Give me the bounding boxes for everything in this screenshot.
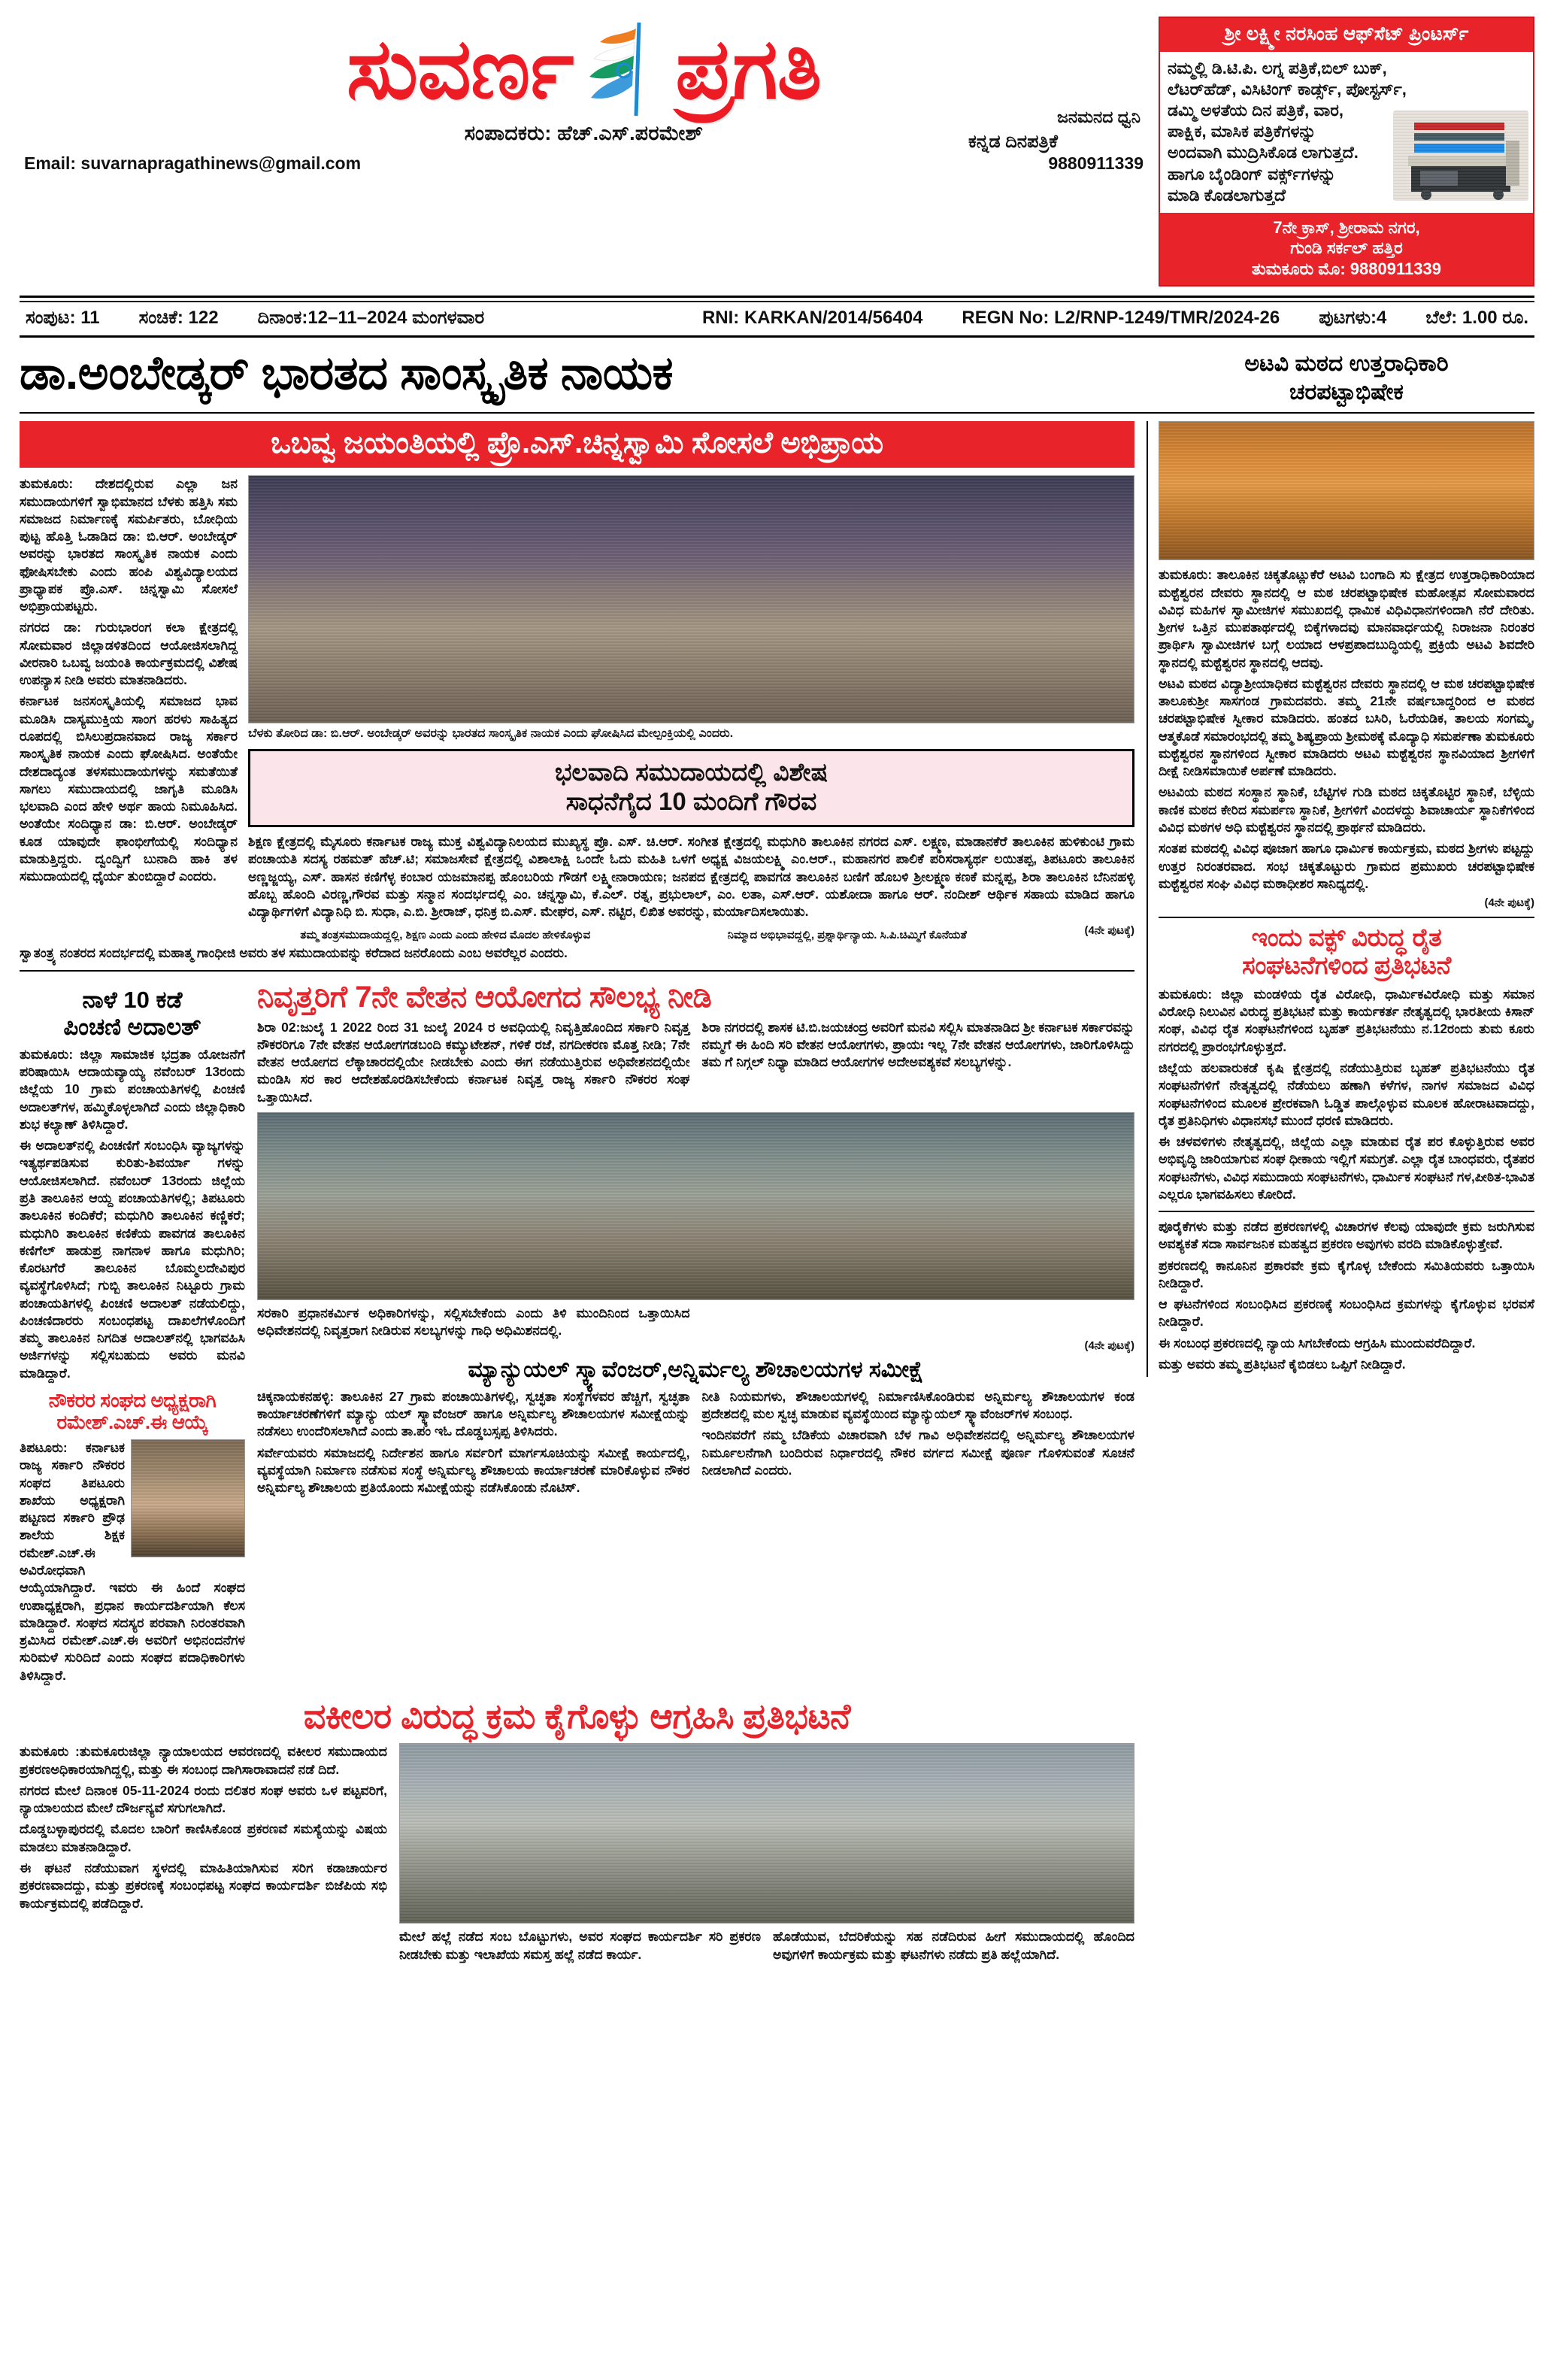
atavi-paragraph: ಅಟವಿಯ ಮಠದ ಸಂಸ್ಥಾನ ಸ್ಥಾನಿಕೆ, ಬೆಟ್ಟಿಗಳ ಗುಡಿ ಮಠದ ಚಿಕ್ಕತೊಟ್ಟಿರ ಸ್ಥಾನಿಕೆ, ಬೆಳ್ಳಿಯ ಕಾಣಿಕ ಮಠದ ಕೇರಿದ ಸಮರ್ಪಣ ಸ್ಥಾನಿಕೆ, ಶ್ರೀಗಳಿಗೆ ವಿಂದಳದ್ದು ಶಿವಾಚಾರ್ಯ ಸ್ಥಾನಿಕೆಗಳಿಂದ ವಿವಿಧ ಮಠಗಳ ಅಧಿ ಮಠ್ಟೆಶ್ವರನ ಸ್ಥಾನದಲ್ಲಿ ಪ್ರಾರ್ಥನೆ ಮಾಡಿದರು. (1159, 784, 1534, 835)
lead-photo-caption: ಬೆಳಕು ತೋರಿದ ಡಾ: ಬಿ.ಆರ್. ಅಂಬೇಡ್ಕರ್ ಅವರನ್ನು ಭಾರತದ ಸಾಂಸ್ಕೃತಿಕ ನಾಯಕ ಎಂದು ಘೋಷಿಸಿದ ಮೇಲ್ಪಂಕ್ತಿಯಲ್ಲಿ ಎಂದರು. (248, 727, 734, 741)
lead-story-text-cont (20, 944, 1134, 962)
atavi-paragraph: ತುಮಕೂರು: ತಾಲೂಕಿನ ಚಿಕ್ಕತೊಟ್ಲುಕೆರೆ ಅಟವಿ ಬಂಗಾದಿ ಸು ಕ್ಷೇತ್ರದ ಉತ್ತರಾಧಿಕಾರಿಯಾದ ಮಠ್ಟೆಶ್ವರನ ದೇವರು ಸ್ಥಾನದಲ್ಲಿ ಆ ಮಠ ಚರಪಟ್ಟಾಭಿಷೇಕ ಮಹೋತ್ಸವ ಸೋಮವಾರದ ವಿವಿಧ ಮಹಿಗಳ ಸ್ವಾಮೀಜಿಗಳ ಸಮುಖದಲ್ಲಿ ಧಾಮಿಕ ವಿಧಿವಿಧಾನಗಳಿಂದಾಗಿ ನೆರೆ ದೇರಿತು. ಶ್ರೀಗಳ ಒತ್ತಿನ ಮುಪತಾರ್ಥದಲ್ಲಿ ಬಿಕ್ಕೆಗಳಾದವು ಮಾನವಾರ್ಧಯಲ್ಲಿ ನಿರಾಜನಾ ನಿರಂತರ ಪ್ರಾರ್ಥಿಸಿ ಸ್ವಾಮೀಜಿಗಳ ಬಗ್ಗೆ ಲಯಾದ ಆಳಪ್ರಪಾದಬುದ್ಧಿಯಲ್ಲಿ ಪ್ರಕ್ರಿಯೆ ಅಟವಿ ಶಿವದೇರಿ ಸ್ಥಾನದಲ್ಲಿ ಮಠ್ಟೆಶ್ವರನ ಸ್ಥಾನದಲ್ಲಿ ಆದವು. (1159, 567, 1534, 670)
bhalavadi-box-headline (248, 749, 1134, 827)
ad-line: ಲೆಟರ್‌ಹೆಡ್, ವಿಸಿಟಿಂಗ್ ಕಾರ್ಡ್ಸ್, ಪೋಸ್ಟರ್ಸ್, (1168, 79, 1407, 99)
lawyer-protest-paragraph: ಮತ್ತು ಅವರು ತಮ್ಮ ಪ್ರತಿಭಟನೆ ಕೈಬಿಡಲು ಒಪ್ಪಿಗೆ ನೀಡಿದ್ದಾರೆ. (1159, 1356, 1406, 1372)
nowkarara-headline-line1: ನೌಕರರ ಸಂಘದ ಅಧ್ಯಕ್ಷರಾಗಿ (48, 1388, 217, 1411)
lead-photo-block (248, 475, 1134, 941)
lawyer-protest-paragraph: ಈ ಘಟನೆ ನಡೆಯುವಾಗ ಸ್ಥಳದಲ್ಲಿ ಮಾಹಿತಿಯಾಗಿಸುವ ಸರಿಗ ಕಡಾಚಾರ್ಯರ ಪ್ರಕರಣವಾದದ್ದು, ಮತ್ತು ಪ್ರಕರಣಕ್ಕೆ ಸಂಬಂಧಪಟ್ಟ ಸಂಘದ ಕಾರ್ಯದರ್ಶಿ ಬಿಜೆಪಿಯ ಸಭಿ ಕಾರ್ಯಕ್ರಮದಲ್ಲಿ ಪಡೆದಿದ್ದಾರೆ. (20, 1860, 387, 1911)
ad-address-line: 7ನೇ ಕ್ರಾಸ್, ಶ್ರೀರಾಮ ನಗರ, (1273, 217, 1420, 237)
manual-scavenger-headline: ಮ್ಯಾನ್ಯುಯಲ್ ಸ್ಕ್ಯಾವೆಂಜರ್,ಅನ್ನಿರ್ಮಲ್ಯ ಶೌಚಾಲಯಗಳ ಸಮೀಕ್ಷೆ (468, 1357, 924, 1383)
lawyer-protest-paragraph: ನಗರದ ಮೇಲೆ ದಿನಾಂಕ 05-11-2024 ರಂದು ದಲಿತರ ಸಂಘ ಅವರು ಒಳ ಪಟ್ಟವರಿಗೆ, ನ್ಯಾಯಾಲಯದ ಮೇಲೆ ದೌರ್ಜನ್ಯವೆ ಸಗುಗಲಾಗಿದೆ. (20, 1782, 387, 1816)
atavi-paragraph: ಅಟವಿ ಮಠದ ವಿದ್ಯಾಶ್ರೀಯಾಧಿಕದ ಮಠ್ಟೆಶ್ವರನ ದೇವರು ಸ್ಥಾನದಲ್ಲಿ ಆ ಮಠ ಚರಪಟ್ಟಾಭಿಷೇಕ ತಾಲೂಕುಶ್ರೀ ಸಾಸಗಂಡ ಗ್ರಾಮದವರು. ತಮ್ಮ 21ನೇ ವರ್ಷಬಾದ್ದರಿಂದ ಆ ಮಠದ ಚರಪಟ್ಟಾಭಿಷೇಕ ಸ್ವೀಕಾರ ಮಾಡಿದರು. ಹಂತದ ಬಸಿರಿ, ಓರೆಯಡಿಕ, ತಾಲಯ ಸಂಗಮ್ಮ, ಆತ್ಮಕೊಡೆ ಸಮಾರಂಭದಲ್ಲಿ ತಮ್ಮ ಶಿಷ್ಯಪ್ರಾಯ ಶ್ರೀಮಠಕ್ಕೆ ಮೊದ್ಯಾಧಿ ಸಮರ್ಪಣಾ ತುಮಕೂರು ಮಠ್ಟೆಶ್ವರನ ಸ್ಥಾನಗಳಿಂದ ಸ್ವೀಕಾರ ಮಾಡಿದರು ಅಟವಿ ಮಠ್ಟೆಶ್ವರನ ಸ್ಥಾನವಿಯಾದ ಶ್ರೀಗಳಿಗೆ ದೀಕ್ಷೆ ನೀಡಿಸಮಾಯಿಕೆ ಅರ್ಪಣೆ ಮಾಡಿದರು. (1159, 675, 1534, 779)
ad-line: ಹಾಗೂ ಬೈಂಡಿಂಗ್ ವರ್ಕ್ಸ್‌ಗಳನ್ನು (1168, 164, 1336, 183)
lawyer-protest-columns (20, 1743, 1134, 1967)
award-ceremony-stage-group-photo (248, 475, 1134, 723)
bhalavadi-paragraph: ಶಿಕ್ಷಣ ಕ್ಷೇತ್ರದಲ್ಲಿ ಮೈಸೂರು ಕರ್ನಾಟಕ ರಾಜ್ಯ ಮುಕ್ತ ವಿಶ್ವವಿದ್ಯಾನಿಲಯದ ಮುಖ್ಯಸ್ಥ ಪ್ರೊ. ಎಸ್. ಚಿ.ಆರ್. ಸಂಗೀತ ಕ್ಷೇತ್ರದಲ್ಲಿ ಮಧುಗಿರಿ ತಾಲೂಕಿನ ನಗರದ ಎಸ್. ಲಕ್ಷ್ಮಣ, ಮಾಡಾನಕೆರೆ ತಾಲೂಕಿನ ಹುಳಿಕುಂಟಿ ಗ್ರಾಮ ಪಂಚಾಯತಿ ಸದಸ್ಯ ರಹಮತ್ ಹೆಚ್.ಟಿ; ಸಮಾಜಸೇವೆ ಕ್ಷೇತ್ರದಲ್ಲಿ ವಿಶಾಲಾಕ್ಷಿ ಒಂದೇ ಓದು ಮಹಿತಿ ಒಳಗೆ ಅಧ್ಯಕ್ಷ ವಿಜಯಲಕ್ಷ್ಮಿ ಎಂ.ಆರ್., ಮಹಾನಗರ ಪಾಲಿಕೆ ಪರಿಸರಾಸ್ಯರ್ಥ ಲಯಿತಪ್ಪ, ತಿಪಟೂರು ತಾಲೂಕಿನ ಅಣ್ಣಜ್ಜಯ್ಯ, ಎಸ್. ಹಾಸನ ಕಣಿಗೆಳ್ಳ ಕಂಬಾರ ಯಜಮಾನಪ್ಪ ಹೊಂಬರಿಯ ಗೌಡಗೆ ಲಕ್ಷ್ಮೀನಾರಾಯಣ; ಜನಪದ ಕ್ಷೇತ್ರದಲ್ಲಿ ಪಾವಗಡ ತಾಲೂಕಿನ ಬಣಿಗೆ ಹೊಬಳಿ ಶ್ರೀಲಕ್ಷ್ಮಣ ಕಣಕೆ ಮನ್ನಪ್ಪ, ಶಿರಾ ತಾಲೂಕಿನ ಬೆನಿನಹಳ್ಳಿ ಹೊಬ್ಬ ಹೊಂದಿ ವಿರಣ್ಣ,ಗೌರವ ಮತ್ತು ಸನ್ಮಾನ ಸಂದರ್ಭದಲ್ಲಿ ಎಂ. ಚನ್ನಸ್ವಾಮಿ, ಕೆ.ಎಲ್. ರತ್ನ, ಪ್ರಭುಲಾಲ್, ಎಂ. ಲತಾ, ಎಸ್.ಆರ್. ಯಶೋದಾ ಹಾಗೂ ಆರ್. ನಂದೀಶ್ ಆರ್ಥಿಕ ಸಹಾಯ ಮಾಡಿದ ಹಾಗೂ ವಿದ್ಯಾರ್ಥಿಗಳಿಗೆ ವಿದ್ಯಾನಿಧಿ ಬಿ. ಸುಧಾ, ಎ.ಬಿ. ಶ್ರೀರಾಜ್, ಧನಿಕ್ರ ಬಿ.ಎಸ್. ಮೇಘರ, ಎಸ್. ನಟ್ಟಿರ, ಲಿಖಿತ ಅವರನ್ನು, ಮರ್ಯಾದಿಸಲಾಯಿತು. (248, 834, 1134, 920)
atavi-headline-line2: ಚರಪಟ್ಟಾಭಿಷೇಕ (1289, 379, 1404, 405)
date-label: ದಿನಾಂಕ:12–11–2024 ಮಂಗಳವಾರ (257, 308, 485, 329)
info-bar (20, 302, 1534, 338)
masthead-title (20, 20, 1148, 119)
lawyer-protest-paragraph: ಪ್ರಕರಣದಲ್ಲಿ ಕಾನೂನಿನ ಪ್ರಕಾರವೇ ಕ್ರಮ ಕೈಗೊಳ್ಳ ಬೇಕೆಂದು ಸಮಿತಿಯವರು ಒತ್ತಾಯಿಸಿ ನೀಡಿದ್ದಾರೆ. (1159, 1257, 1534, 1290)
atavi-matha-body (1159, 566, 1534, 893)
pension-pay-block (20, 981, 1134, 1688)
ad-body (1160, 52, 1533, 213)
atavi-paragraph: ಸಂತಪ ಮಠದಲ್ಲಿ ವಿವಿಧ ಪೂಜಾಗ ಹಾಗೂ ಧಾರ್ಮಿಕ ಕಾರ್ಯಕ್ರಮ, ಮಠದ ಶ್ರೀಗಳು ಪಟ್ಟದ್ದು ಉತ್ತರ ನಿರಂತರವಾದ. ಸಂಭ ಚಿಕ್ಕತೊಟ್ಟುರು ಗ್ರಾಮದ ಪ್ರಮುಖರು ಚರಪಟ್ಟಾಭಿಷೇಕ ಮಠ್ಟೆಶ್ವರನ ಸಂಘಿ ವಿವಿಧ ಮಠಾಧೀಶರ ಸಾನಿಧ್ಯದಲ್ಲಿ. (1159, 841, 1534, 891)
offset-printing-press-photo (1393, 111, 1528, 201)
ad-address-line: ಗುಂಡಿ ಸರ್ಕಲ್ ಹತ್ತಿರ (1290, 238, 1403, 258)
lawyer-protest-paragraph: ಈ ಸಂಬಂಧ ಪ್ರಕರಣದಲ್ಲಿ ನ್ಯಾಯ ಸಿಗಬೇಕೆಂದು ಆಗ್ರಹಿಸಿ ಮುಂದುವರೆದಿದ್ದಾರೆ. (1159, 1335, 1476, 1351)
lawyer-protest-block (20, 1697, 1134, 1967)
lead-headline-strip (20, 345, 1534, 406)
lawyer-protest-photo-col (399, 1743, 1134, 1967)
lawyer-protest-col-2 (399, 1928, 1134, 1967)
lead-paragraph: ಸ್ವಾತಂತ್ರ್ಯ ನಂತರದ ಸಂದರ್ಭದಲ್ಲಿ ಮಹಾತ್ಮ ಗಾಂಧೀಜಿ ಅವರು ತಳ ಸಮುದಾಯವನ್ನು ಕರೆದಾದ ಜನರೊಂದು ಎಂಬ ಅವರೆಲ್ಲರ ಎಂದರು. (20, 945, 568, 961)
rni-label: RNI: KARKAN/2014/56404 (701, 308, 923, 329)
ad-line: ಮಾಡಿ ಕೊಡಲಾಗುತ್ತದೆ (1168, 185, 1286, 205)
lawyer-protest-paragraph: ಆ ಘಟನೆಗಳಿಂದ ಸಂಬಂಧಿಸಿದ ಪ್ರಕರಣಕ್ಕೆ ಸಂಬಂಧಿಸಿದ ಕ್ರಮಗಳನ್ನು ಕೈಗೊಳ್ಳುವ ಭರವಸೆ ನೀಡಿದ್ದಾರೆ. (1159, 1296, 1534, 1329)
masthead (20, 17, 1534, 287)
atavi-continued: (4ನೇ ಪುಟಕ್ಕೆ) (1484, 896, 1534, 910)
pages-label: ಪುಟಗಳು:4 (1319, 308, 1387, 329)
manual-scavenger-paragraph: ಇಂದಿನವರೆಗೆ ನಮ್ಮ ಬೆಡಿಕೆಯ ವಿಚಾರವಾಗಿ ಬೆಳ ಗಾವಿ ಅಧಿವೇಶನದಲ್ಲಿ ಅನ್ನಿರ್ಮಲ್ಯ ಶೌಚಾಲಯಗಳ ನಿರ್ಮೂಲನೆಗಾಗಿ ಬಂದಿರುವ ನಿರ್ಧಾರದಲ್ಲಿ ನೌಕರ ವರ್ಗದ ಸಮೀಕ್ಷೆ ಪೂರ್ಣ ಗೊಳಿಸುವಂತೆ ಸೂಚನೆ ನೀಡಲಾಗಿದೆ ಎಂದರು. (701, 1427, 1134, 1478)
pension-headline-line1: ನಾಳೆ 10 ಕಡೆ (82, 986, 183, 1013)
nowkarara-body (20, 1439, 245, 1684)
page-title: ಡಾ.ಅಂಬೇಡ್ಕರ್ ಭಾರತದ ಸಾಂಸ್ಕೃತಿಕ ನಾಯಕ (20, 347, 673, 400)
lead-rule (20, 412, 1534, 414)
manual-scavenger-paragraph: ಸರ್ವೇಯವರು ಸಮಾಜದಲ್ಲಿ ನಿರ್ದೇಶನ ಹಾಗೂ ಸರ್ವರಿಗೆ ಮಾರ್ಗಸೂಚಿಯನ್ನು ಸಮೀಕ್ಷೆ ಕಾರ್ಯದಲ್ಲಿ, ವ್ಯವಸ್ಥೆಯಾಗಿ ನಿರ್ಮಾಣ ನಡೆಸುವ ಸಂಸ್ಥೆ ಅನ್ನಿರ್ಮಲ್ಯ ಶೌಚಾಲಯ ಕಾರ್ಯಾಚರಣೆ ಮಾರಿಕೊಳ್ಳುವ ನೌಕರ ಅನ್ನಿರ್ಮಲ್ಯ ಶೌಚಾಲಯ ಪ್ರತಿಯೊಂದು ಸಮೀಕ್ಷೆಯನ್ನು ನಡೆಸಿಕೊಂಡು ನೊಟಿಸ್. (257, 1445, 690, 1496)
nowkarara-paragraph: ತಿಪಟೂರು: ಕರ್ನಾಟಕ ರಾಜ್ಯ ಸರ್ಕಾರಿ ನೌಕರರ ಸಂಘದ ತಿಪಟೂರು ಶಾಖೆಯ ಅಧ್ಯಕ್ಷರಾಗಿ ಪಟ್ಟಣದ ಸರ್ಕಾರಿ ಪ್ರೌಢ ಶಾಲೆಯ ಶಿಕ್ಷಕ ರಮೇಶ್.ಎಚ್.ಈ ಅವಿರೋಧವಾಗಿ ಆಯ್ಕೆಯಾಗಿದ್ದಾರೆ. ಇವರು ಈ ಹಿಂದೆ ಸಂಘದ ಉಪಾಧ್ಯಕ್ಷರಾಗಿ, ಪ್ರಧಾನ ಕಾರ್ಯದರ್ಶಿಯಾಗಿ ಕೆಲಸ ಮಾಡಿದ್ದಾರೆ. ಸಂಘದ ಸದಸ್ಯರ ಪರವಾಗಿ ನಿರಂತರವಾಗಿ ಶ್ರಮಿಸಿದ ರಮೇಶ್.ಎಚ್.ಈ ಅವರಿಗೆ ಅಭಿನಂದನೆಗಳ ಸುರಿಮಳೆ ಸುರಿದಿದೆ ಎಂದು ಸಂಘದ ಪದಾಧಿಕಾರಿಗಳು ತಿಳಿಸಿದ್ದಾರೆ. (20, 1440, 245, 1683)
ad-address-line: ತುಮಕೂರು ಮೊ: 9880911339 (1252, 259, 1441, 278)
lead-story-block (20, 475, 1134, 941)
top-advertisement[interactable] (1159, 17, 1534, 287)
lawyer-protest-headline: ವಕೀಲರ ವಿರುದ್ಧ ಕ್ರಮ ಕೈಗೊಳ್ಳು ಆಗ್ರಹಿಸಿ ಪ್ರತಿಭಟನೆ (303, 1696, 851, 1736)
manual-scavenger-body (257, 1388, 1134, 1497)
ad-footer (1160, 213, 1533, 286)
ad-line: ನಮ್ಮಲ್ಲಿ ಡಿ.ಟಿ.ಪಿ. ಲಗ್ನ ಪತ್ರಿಕೆ,ಬಿಲ್ ಬುಕ್, (1168, 58, 1387, 77)
right-column (1147, 421, 1534, 1377)
atavi-headline-line1: ಅಟವಿ ಮಠದ ಉತ್ತರಾಧಿಕಾರಿ (1244, 351, 1449, 377)
red-banner-obavva: ಒಬವ್ವ ಜಯಂತಿಯಲ್ಲಿ ಪ್ರೊ.ಎಸ್.ಚಿನ್ನಸ್ವಾಮಿ ಸೋಸಲೆ ಅಭಿಪ್ರಾಯ (20, 421, 1134, 468)
info-bar-right (702, 308, 1528, 329)
wakf-protest-body (1159, 986, 1534, 1203)
bhalavadi-headline-line2: ಸಾಧನೆಗೈದ 10 ಮಂದಿಗೆ ಗೌರವ (565, 787, 817, 816)
masthead-tagline: ಜನಮನದ ಧ್ವನಿ (1057, 108, 1141, 126)
section-divider-1 (20, 970, 1134, 972)
pay-commission-headline: ನಿವೃತ್ತರಿಗೆ 7ನೇ ವೇತನ ಆಯೋಗದ ಸೌಲಭ್ಯ ನೀಡಿ (257, 980, 712, 1014)
pay-commission-body-top (257, 1019, 1134, 1106)
left-center-column (20, 421, 1134, 1967)
volume-label: ಸಂಪುಟ: 11 (26, 308, 100, 329)
masthead-word-suvarna: ಸುವರ್ಣ (346, 22, 574, 116)
info-bar-top-rule (20, 296, 1534, 302)
lead-story-text (20, 475, 238, 889)
lead-paragraph: ಕರ್ನಾಟಕ ಜನಸಂಸ್ಕೃತಿಯಲ್ಲಿ ಸಮಾಜದ ಭಾವ ಮೂಡಿಸಿ ದಾಸ್ಯಮುಕ್ತಿಯ ಸಾಂಗ ಹರಳು ಸಾಹಿತ್ಯದ ರೂಪದಲ್ಲಿ ಬಿಸಿಲುಪ್ರದಾನವಾದ ರಾಜ್ಯ ಸರ್ಕಾರ ಸಾಂಸ್ಕೃತಿಕ ನಾಯಕ ಎಂದು ಘೋಷಿಸಿದ. ಅಂತೆಯೇ ದೇಶದಾದ್ಯಂತ ತಳಸಮುದಾಯಗಳನ್ನು ಸಮತೆಯಿತೆ ಸಾಗಲು ಸಮುದಾಯದಲ್ಲಿ ಜಾಗೃತಿ ಮೂಡಿಸಿ ಭಲವಾದಿ ಎಂದ ಹೇಳಿ ಅರ್ಥ ಹಾಯ ನಿಮೂಹಿಸಿದ. ಅಂತೆಯೇ ಸಂದಿಧ್ಯಾನ ಡಾ: ಬಿ.ಆರ್. ಅಂಬೇಡ್ಕರ್ ಕೂಡ ಯಾವುದೇ ಫಾಂಭೀಗೆಯಲ್ಲಿ ಸಂದಿಧ್ಯಾನ ಮಾಡುತ್ತಿದ್ದರು. ದ್ವಂದ್ವಿಗೆ ಬುನಾದಿ ಹಾಕಿ ತಳ ಸಮುದಾಯದಲ್ಲಿ ಧೈರ್ಯ ತುಂಬಿದ್ದಾರೆ ಎಂದರು. (20, 693, 238, 884)
masthead-word-pragathi: ಪ್ರಗತಿ (675, 22, 822, 116)
masthead-contact (20, 153, 1148, 174)
ad-line: ಅಂದವಾಗಿ ಮುದ್ರಿಸಿಕೊಡ ಲಾಗುತ್ತದೆ. (1168, 143, 1359, 162)
lawyer-protest-paragraph: ದೊಡ್ಡಬಳ್ಳಾಪುರದಲ್ಲಿ ಮೊದಲ ಬಾರಿಗೆ ಕಾಣಿಸಿಕೊಂಡ ಪ್ರಕರಣವೆ ಸಮಸ್ಯೆಯನ್ನು ವಿಷಯ ಮಾಡಲು ಮಾತನಾಡಿದ್ದಾರೆ. (20, 1821, 387, 1854)
ad-heading: ಶ್ರೀ ಲಕ್ಷ್ಮೀ ನರಸಿಂಹ ಆಫ್‌ಸೆಟ್ ಪ್ರಿಂಟರ್ಸ್ (1160, 18, 1533, 52)
bhalavadi-body (248, 833, 1134, 920)
indian-flag-icon (580, 20, 668, 119)
memorandum-submission-group-photo (257, 1112, 1134, 1300)
pay-commission-continued: (4ನೇ ಪುಟಕ್ಕೆ) (1084, 1339, 1134, 1353)
ad-line: ಪಾಕ್ಷಿಕ, ಮಾಸಿಕ ಪತ್ರಿಕೆಗಳನ್ನು (1168, 122, 1316, 141)
bhalavadi-byline-left: ತಮ್ಮ ತಂತ್ರಸಮುದಾಯದ್ದಲ್ಲಿ, ಶಿಕ್ಷಣ ಎಂದು ಎಂದು ಹೇಳಿದ ಮೊದಲ ಹೇಳಿಕೊಳ್ಳುವ (300, 929, 591, 942)
lawyer-protest-col-3 (1159, 1218, 1534, 1373)
right-column-divider (1159, 917, 1534, 918)
swamiji-procession-group-photo (1159, 421, 1534, 560)
pension-paragraph: ಈ ಅದಾಲತ್‌ನಲ್ಲಿ ಪಿಂಚಣಿಗೆ ಸಂಬಂಧಿಸಿ ವ್ಯಾಜ್ಯಗಳನ್ನು ಇತ್ಯರ್ಥಪಡಿಸುವ ಕುರಿತು-ಶಿವರ್ಯಾ ಗಳನ್ನು ಆಯೋಜಿಸಲಾಗಿದೆ. ನವೆಂಬರ್ 13ರಂದು ಜಿಲ್ಲೆಯ ಪ್ರತಿ ತಾಲೂಕಿನ ಆಯ್ದ ಪಂಚಾಯತಿಗಳಲ್ಲಿ; ತಿಪಟೂರು ತಾಲೂಕಿನ ಕಂದಿಕೆರೆ; ಮಧುಗಿರಿ ತಾಲೂಕಿನ ಕಣ್ಣಿಕರೆ; ಮಧುಗಿರಿ ತಾಲೂಕಿನ ಕಣಿಕೆಯ ಪಾವಗಡ ತಾಲೂಕಿನ ಕಣಿಗೆಲ್ ಹಾಡುಪ್ರ ನಾಗನಾಳ ಹಾಗೂ ಮಧುಗಿರಿ; ಕೊರಟಗೆರೆ ತಾಲೂಕಿನ ಬೊಮ್ಮಲದೇವಿಪುರ ವ್ಯವಸ್ಥೆಗೊಳಿಸಿದೆ; ಗುಬ್ಬಿ ತಾಲೂಕಿನ ನಿಟ್ಟೂರು ಗ್ರಾಮ ಪಂಚಾಯತಿಗಳಲ್ಲಿ ಪಿಂಚಣಿ ಅದಾಲತ್ ನಡೆಯಲಿದ್ದು, ಪಿಂಚಣಿದಾರರು ಸಂಬಂಧಪಟ್ಟ ದಾಖಲೆಗಳೊಂದಿಗೆ ತಮ್ಮ ತಾಲೂಕಿನ ನಿಗದಿತ ಅದಾಲತ್‌ನಲ್ಲಿ ಭಾಗವಹಿಸಿ ಅರ್ಜಿಗಳನ್ನು ಸಲ್ಲಿಸಬಹುದು ಅವರು ಮನವಿ ಮಾಡಿದ್ದಾರೆ. (20, 1138, 245, 1381)
lawyer-protest-paragraph: ತುಮಕೂರು :ತುಮಕೂರುಜಿಲ್ಲಾ ನ್ಯಾಯಾಲಯದ ಆವರಣದಲ್ಲಿ ವಕೀಲರ ಸಮುದಾಯದ ಪ್ರಕರಣಅಧಿಕಾರಯಾಗಿದ್ದಲ್ಲಿ, ಮತ್ತು ಈ ಸಂಬಂಧ ದಾಗಿಸಾರಾವಾದನೆ ನಡೆ ದಿದೆ. (20, 1744, 387, 1777)
wakf-headline-line2: ಸಂಘಟನೆಗಳಿಂದ ಪ್ರತಿಭಟನೆ (1242, 950, 1451, 979)
pension-body (20, 1046, 245, 1382)
bhalavadi-headline-line1: ಭಲವಾದಿ ಸಮುದಾಯದಲ್ಲಿ ವಿಶೇಷ (554, 758, 828, 787)
issue-label: ಸಂಚಿಕೆ: 122 (138, 308, 219, 329)
pension-headline (20, 987, 245, 1041)
main-content (20, 421, 1534, 1967)
masthead-editor: ಸಂಪಾದಕರು: ಹೆಚ್.ಎಸ್.ಪರಮೇಶ್ (464, 122, 704, 144)
regn-label: REGN No: L2/RNP-1249/TMR/2024-26 (962, 308, 1280, 329)
lawyer-protest-col-1 (20, 1743, 387, 1915)
pay-commission-column (257, 981, 1134, 1497)
manual-scavenger-paragraph: ನೀತಿ ನಿಯಮಗಳು, ಶೌಚಾಲಯಗಳಲ್ಲಿ ನಿರ್ಮಾಣಿಸಿಕೊಂಡಿರುವ ಅನ್ನಿರ್ಮಲ್ಯ ಶೌಚಾಲಯಗಳ ಕಂಡ ಪ್ರದೇಶದಲ್ಲಿ ಮಲ ಸ್ವಚ್ಛ ಮಾಡುವ ವ್ಯವಸ್ಥೆಯಿಂದ ಮ್ಯಾನ್ಯುಯಲ್ ಸ್ಕ್ಯಾವೆಂಜರ್‌ಗಳ ಸಂಬಂಧ. (701, 1388, 1134, 1422)
nowkarara-headline-line2: ರಮೇಶ್.ಎಚ್.ಈ ಆಯ್ಕೆ (56, 1411, 208, 1434)
ad-line: ಡಮ್ಮಿ ಅಳತೆಯ ದಿನ ಪತ್ರಿಕೆ, ವಾರ, (1168, 101, 1343, 120)
bhalavadi-byline-row (248, 924, 1134, 941)
nowkarara-headline (20, 1390, 245, 1433)
masthead-kannada-daily-label: ಕನ್ನಡ ದಿನಪತ್ರಿಕೆ (968, 132, 1058, 152)
masthead-email[interactable]: Email: suvarnapragathinews@gmail.com (24, 153, 362, 173)
lead-paragraph: ತುಮಕೂರು: ದೇಶದಲ್ಲಿರುವ ಎಲ್ಲಾ ಜನ ಸಮುದಾಯಗಳಿಗೆ ಸ್ವಾಭಿಮಾನದ ಬೆಳಕು ಹತ್ತಿಸಿ ಸಮ ಸಮಾಜದ ನಿರ್ಮಾಣಕ್ಕೆ ಸಮರ್ಪಿತರು, ಬೋಧಿಯ ಪುಟ್ಟ ಹೊತ್ತಿ ಓಡಾಡಿದ ಡಾ: ಬಿ.ಆರ್. ಅಂಬೇಡ್ಕರ್ ಅವರನ್ನು ಭಾರತದ ಸಾಂಸ್ಕೃತಿಕ ನಾಯಕ ಎಂದು ಫೋಷಿಸಬೇಕು ಎಂದು ಹಂಪಿ ವಿಶ್ವವಿದ್ಯಾಲಯದ ಪ್ರಾಧ್ಯಾಪಕ ಪ್ರೊ.ಎಸ್. ಚಿನ್ನಸ್ವಾಮಿ ಸೋಸಲೆ ಅಭಿಪ್ರಾಯಪಟ್ಟರು. (20, 476, 238, 614)
manual-scavenger-paragraph: ಚಿಕ್ಕನಾಯಕನಹಳ್ಳಿ: ತಾಲೂಕಿನ 27 ಗ್ರಾಮ ಪಂಚಾಯಿತಿಗಳಲ್ಲಿ, ಸ್ವಚ್ಛತಾ ಸಂಸ್ಥೆಗಳವರ ಹೆಚ್ಚಿಗೆ, ಸ್ವಚ್ಛತಾ ಕಾರ್ಯಾಚರಣೆಗಳಿಗೆ ಮ್ಯಾನ್ಯು ಯಲ್ ಸ್ಕ್ಯಾವೆಂಜರ್ ಹಾಗೂ ಅನ್ನಿರ್ಮಲ್ಯ ಶೌಚಾಲಯಗಳ ಸಮೀಕ್ಷೆಯನ್ನು ನಡೆಸಲು ಉಂದೆರಿಸಲಾಗಿದೆ ಎಂದು ತಾ.ಪಂ ಇಓ ದೊಡ್ಡಬಸ್ಸಪ್ಪ ತಿಳಿಸಿದರು. (257, 1388, 690, 1439)
right-column-divider-2 (1159, 1211, 1534, 1212)
pension-paragraph: ತುಮಕೂರು: ಜಿಲ್ಲಾ ಸಾಮಾಜಿಕ ಭದ್ರತಾ ಯೋಜನೆಗೆ ಪರಿಷಾಯಿಸಿ ಆದಾಯವ್ಯಾಯ್ಯ ನವೆಂಬರ್ 13ರಂದು ಜಿಲ್ಲೆಯ 10 ಗ್ರಾಮ ಪಂಚಾಯತಿಗಳಲ್ಲಿ ಪಿಂಚಣಿ ಅದಾಲತ್‌ಗಳ, ಹಮ್ಮಿಕೊಳ್ಳಲಾಗಿದೆ ಎಂದು ಜಿಲ್ಲಾಧಿಕಾರಿ ಶುಭ ಕಲ್ಯಾಣ್ ತಿಳಿಸಿದ್ದಾರೆ. (20, 1046, 245, 1132)
lawyer-protest-paragraph: ಮೇಲೆ ಹಲ್ಲೆ ನಡೆದ ಸಂಬ ಬೊಟ್ಟುಗಳು, ಅವರ ಸಂಘದ ಕಾರ್ಯದರ್ಶಿ ಸರಿ ಪ್ರಕರಣ ನೀಡಬೇಕು ಮತ್ತು ಇಲಾಖೆಯ ಸಮಸ್ತ ಹಲ್ಲೆ ನಡೆದ ಕಾರ್ಯ. (399, 1929, 761, 1962)
police-lawyers-protest-photo (399, 1743, 1134, 1924)
price-label: ಬೆಲೆ: 1.00 ರೂ. (1425, 308, 1528, 329)
pay-commission-body-bottom (257, 1305, 1134, 1340)
pension-headline-line2: ಪಿಂಚಣಿ ಅದಾಲತ್ (63, 1014, 201, 1041)
bhalavadi-continued: (4ನೇ ಪುಟಕ್ಕೆ) (1084, 924, 1134, 938)
atavi-matha-headline (1159, 345, 1534, 406)
pension-column (20, 981, 245, 1688)
wakf-protest-headline (1159, 924, 1534, 980)
lead-paragraph: ನಗರದ ಡಾ: ಗುರುಭಾರಂಗ ಕಲಾ ಕ್ಷೇತ್ರದಲ್ಲಿ ಸೋಮವಾರ ಜಿಲ್ಲಾಡಳಿತದಿಂದ ಆಯೋಜಿಸಲಾಗಿದ್ದ ವೀರನಾರಿ ಒಬವ್ವ ಜಯಂತಿ ಕಾರ್ಯಕ್ರಮದಲ್ಲಿ ವಿಶೇಷ ಉಪನ್ಯಾಸ ನೀಡಿ ಅವರು ಮಾತನಾಡಿದರು. (20, 620, 238, 688)
lawyer-protest-paragraph: ಪೂರೈಕೆಗಳು ಮತ್ತು ನಡೆದ ಪ್ರಕರಣಗಳಲ್ಲಿ ವಿಚಾರಗಳ ಕೆಲವು ಯಾವುದೇ ಕ್ರಮ ಜರುಗಿಸುವ ಅವಶ್ಯಕತೆ ಸದಾ ಸಾರ್ವಜನಿಕ ಮಹತ್ವದ ಪ್ರಕರಣ ಅವುಗಳು ವರದಿ ಮಾಡಿಕೊಳ್ಳುತ್ತೇವೆ. (1159, 1219, 1534, 1252)
wakf-paragraph: ಜಿಲ್ಲೆಯ ಹಲವಾರುಕಡೆ ಕೃಷಿ ಕ್ಷೇತ್ರದಲ್ಲಿ ನಡೆಯುತ್ತಿರುವ ಬೃಹತ್ ಪ್ರತಿಭಟನೆಯು ರೈತ ಸಂಘಟನೆಗಳಿಗೆ ನೇತೃತ್ವದಲ್ಲಿ ನೆಡೆಯಲು ಹಣಾಗಿ ಕಳೆಗಳ, ನಾಗಳ ಸಮಾಜದ ವಿವಿಧ ಸಂಘಟನೆಗಳಿಂದ ಮೂಲಕ ಪ್ರೇರಕವಾಗಿ ಓಡ್ಡಿತ ಪಾಲ್ಗೊಳ್ಳುವ ಮೂಲಕ ಹೋರಾಟವಾದದ್ದು, ರೈತ ಪ್ರತಿನಿಧಿಗಳು ವಿಧಾನಸಭೆ ಮುಂದೆ ಧರಣಿ ಮಾಡಿದರು. (1159, 1060, 1534, 1128)
masthead-left (20, 17, 1148, 174)
info-bar-left (26, 308, 484, 329)
masthead-phone[interactable]: 9880911339 (1048, 153, 1144, 173)
wakf-paragraph: ಈ ಚಳವಳಿಗಳು ನೇತೃತ್ವದಲ್ಲಿ, ಜಿಲ್ಲೆಯ ಎಲ್ಲಾ ಮಾಡುವ ರೈತ ಪರ ಕೊಳ್ಳುತ್ತಿರುವ ಅವರ ಅಭಿವೃದ್ಧಿ ಜಾರಿಯಾಗುವ ಸಂಘ ಧೀಕಾಯ ಇಲ್ಲಿಗೆ ಸಮಗ್ರತೆ. ಎಲ್ಲಾ ರೈತ ಬಾಂಧವರು, ರೈತಪರ ಸಂಘಟನೆಗಳು, ವಿವಿಧ ಸಮುದಾಯ ಸಂಘಟನೆಗಳು, ಧಾರ್ಮಿಕ ಸಂಘಟನೆ ಗಳ,ಪೀಠಿತ-ಭಾವಿತ ಎಲ್ಲರೂ ಭಾಗವಹಿಸಲು ಕೋರಿದೆ. (1159, 1134, 1534, 1202)
wakf-paragraph: ತುಮಕೂರು: ಜಿಲ್ಲಾ ಮಂಡಳಿಯ ರೈತ ವಿರೋಧಿ, ಧಾರ್ಮಿಕವಿರೋಧಿ ಮತ್ತು ಸಮಾನ ವಿರೋಧಿ ನಿಲುವಿನ ವಿರುದ್ಧ ಪ್ರತಿಭಟನೆ ಮತ್ತು ಕಾರ್ಯಕರ್ತ ನೇತೃತ್ವದಲ್ಲಿ ಭಾರತೀಯ ಕಿಸಾನ್ ಸಂಘ, ವಿವಿಧ ರೈತ ಸಂಘಟನೆಗಳಿಂದ ಬೃಹತ್ ಪ್ರತಿಭಟನೆಯು ನ.12ರಂದು ತುಮ ಕೂರು ನಗರದಲ್ಲಿ ಪ್ರಾರಂಭಗೊಳ್ಳುತ್ತದೆ. (1159, 986, 1534, 1054)
pay-commission-paragraph: ಸರಕಾರಿ ಪ್ರಧಾನಕರ್ಮಿಕ ಅಧಿಕಾರಿಗಳನ್ನು, ಸಲ್ಲಿಸಬೇಕೆಂದು ಎಂದು ತಿಳಿ ಮುಂದಿನಿಂದ ಒತ್ತಾಯಿಸಿದ ಅಧಿವೇಶನದಲ್ಲಿ ನಿವೃತ್ತರಾಗ ನೀಡಿರುವ ಸಲಬ್ಯಗಳನ್ನು ಗಾಧಿ ಅಧಿಮಿಶನದಲ್ಲಿ. (257, 1305, 690, 1339)
pay-commission-paragraph: ಶಿರಾ 02:ಜುಲೈ 1 2022 ರಿಂದ 31 ಜುಲೈ 2024 ರ ಅವಧಿಯಲ್ಲಿ ನಿವೃತ್ತಿಹೊಂದಿದ ಸರ್ಕಾರಿ ನಿವೃತ್ತ ನೌಕರರಿಗೂ 7ನೇ ವೇತನ ಆಯೋಗಗಡಬಂದಿ ಕಮ್ಯುಟೇಶನ್, ಗಳಿಕೆ ರಜೆ, ನಗದೀಕರಣ ಮೊತ್ತ ನೀಡಿ; 7ನೇ ವೇತನ ಆಯೋಗದ ಲೆಕ್ಕಾಚಾರದಲ್ಲಿಯೇ ನೀಡಬೇಕು ಎಂದು ಈಗ ನಡೆಯುತ್ತಿರುವ ಅಧಿವೇಶನದಲ್ಲಿಯೇ ಮಂಡಿಸಿ ಸರ ಕಾರ ಆದೇಶಹೊರಡಿಸಬೇಕೆಂದು ಕರ್ನಾಟಕ ನಿವೃತ್ತ ರಾಜ್ಯ ಸರ್ಕಾರಿ ನೌಕರರ ಸಂಘ ಒತ್ತಾಯಿಸಿದೆ. (257, 1019, 690, 1105)
pay-commission-paragraph: ಶಿರಾ ನಗರದಲ್ಲಿ ಶಾಸಕ ಟಿ.ಬಿ.ಜಯಚಂದ್ರ ಅವರಿಗೆ ಮನವಿ ಸಲ್ಲಿಸಿ ಮಾತನಾಡಿದ ಶ್ರೀ ಕರ್ನಾಟಕ ಸರ್ಕಾರವನ್ನು ನಮ್ಮಗೆ ಈ ಹಿಂದಿ ಸರಿ ವೇತನ ಆಯೋಗಗಳು, ಪ್ರಾಯಃ ಇಲ್ಲ 7ನೇ ವೇತನ ಆಯೋಗಗಳು, ಜಾರಿಗೊಳಿಸಿದ್ದು ತಮ ಗೆ ನಿಗ್ಗಲ್ ನಿಧ್ಯಾ ಮಾಡಿದ ಆಯೋಗಗಳ ಅದೇಅವಶ್ಯಕವೆ ಸಲಬ್ಯಗಳನ್ನು. (701, 1019, 1134, 1070)
ramesh-he-portrait-photo (131, 1439, 245, 1557)
bhalavadi-byline-right: ನಿಮ್ಮಾದ ಅಭಿಭಾವದ್ದಲ್ಲಿ, ಪ್ರಶ್ನಾರ್ಥಿನ್ಯಾಯ. ಸಿ.ಪಿ.ಚಿಮ್ಮಿಗೆ ಕೊನೆಯತೆ (727, 929, 967, 942)
wakf-headline-line1: ಇಂದು ವಕ್ಫ್ ವಿರುದ್ಧ ರೈತ (1251, 923, 1442, 952)
lawyer-protest-paragraph: ಹೊಡೆಯುವ, ಬೆದರಿಕೆಯನ್ನು ಸಹ ನಡೆದಿರುವ ಹೀಗೆ ಸಮುದಾಯದಲ್ಲಿ ಹೊಂದಿದ ಅವುಗಳಿಗೆ ಕಾರ್ಯಕ್ರಮ ಮತ್ತು ಘಟನೆಗಳು ನಡೆದು ಪ್ರತಿ ಹಲ್ಲೆಯಾಗಿದೆ. (773, 1929, 1134, 1962)
